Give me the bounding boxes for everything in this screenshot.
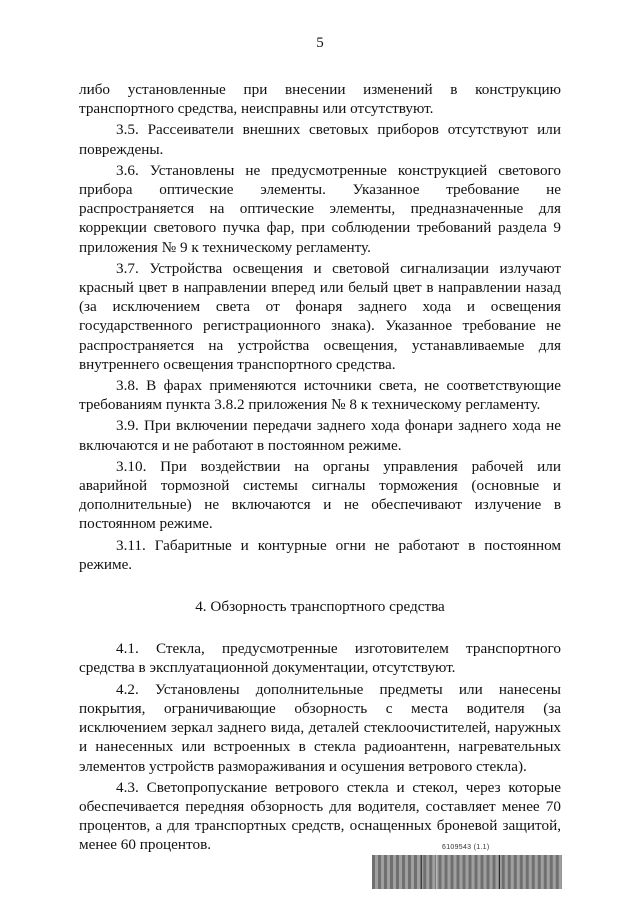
paragraph: 4.3. Светопропускание ветрового стекла и стекол, через которые обеспечивается передняя обзорность для водителя, составляет менее 70 процентов, а для транспортных средств, оснащенных броневой защитой, менее 60 процентов. <box>79 778 561 854</box>
page-number: 5 <box>316 35 324 51</box>
paragraph: 3.10. При воздействии на органы управления рабочей или аварийной тормозной системы сигналы торможения (основные и дополнительные) не включаются и не обеспечивают излучение в постоянном режиме. <box>79 457 561 533</box>
paragraph: 3.6. Установлены не предусмотренные конструкцией светового прибора оптические элементы. Указанное требование не распространяется на оптические элементы, предназначенные для коррекции светового пучка фар, при соблюдении требований раздела 9 приложения № 9 к техническому регламенту. <box>79 161 561 256</box>
paragraph: 3.7. Устройства освещения и световой сигнализации излучают красный цвет в направлении вперед или белый цвет в направлении назад (за исключением света от фонаря заднего хода и освещения государственного регистрационного знака). Указанное требование не распространяется на устройства освещения, устанавливаемые для внутреннего освещения транспортного средства. <box>79 259 561 373</box>
paragraph-group-section-3 <box>79 80 561 574</box>
document-body <box>79 80 561 857</box>
paragraph: 3.9. При включении передачи заднего хода фонари заднего хода не включаются и не работают в постоянном режиме. <box>79 417 561 454</box>
paragraph: 3.8. В фарах применяются источники света, не соответствующие требованиям пункта 3.8.2 приложения № 8 к техническому регламенту. <box>79 377 561 414</box>
barcode-image <box>372 855 562 889</box>
section-heading: 4. Обзорность транспортного средства <box>195 598 445 616</box>
paragraph: либо установленные при внесении изменений в конструкцию транспортного средства, неисправны или отсутствуют. <box>79 81 561 118</box>
paragraph: 3.11. Габаритные и контурные огни не работают в постоянном режиме. <box>79 536 561 573</box>
paragraph: 4.1. Стекла, предусмотренные изготовителем транспортного средства в эксплуатационной документации, отсутствуют. <box>79 640 561 677</box>
paragraph: 3.5. Рассеиватели внешних световых приборов отсутствуют или повреждены. <box>79 121 561 158</box>
barcode-caption: 6109543 (1.1) <box>442 844 490 851</box>
paragraph-group-section-4 <box>79 639 561 854</box>
paragraph: 4.2. Установлены дополнительные предметы или нанесены покрытия, ограничивающие обзорность с места водителя (за исключением зеркал заднего вида, деталей стеклоочистителей, наружных и нанесенных или встроенных в стекла радиоантенн, нагревательных элементов устройств размораживания и осушения ветрового стекла). <box>79 680 561 775</box>
